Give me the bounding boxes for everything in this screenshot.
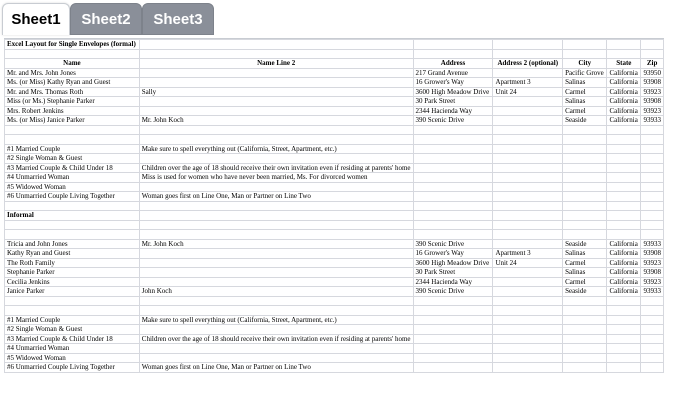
cell[interactable]: #3 Married Couple & Child Under 18 [5,163,140,173]
cell[interactable]: Unit 24 [493,258,563,268]
cell[interactable] [493,211,563,221]
cell[interactable]: California [607,287,641,297]
cell[interactable] [641,306,664,316]
cell[interactable]: Salinas [563,268,607,278]
cell[interactable] [563,334,607,344]
cell[interactable] [493,192,563,202]
cell[interactable] [139,344,413,354]
cell[interactable] [563,220,607,230]
cell[interactable] [493,163,563,173]
cell[interactable] [563,211,607,221]
cell[interactable] [139,68,413,78]
cell[interactable] [493,68,563,78]
note-row [5,344,664,354]
cell[interactable] [5,125,140,135]
cell[interactable] [493,344,563,354]
cell[interactable] [139,201,413,211]
cell[interactable] [139,135,413,145]
cell[interactable]: 3600 High Meadow Drive [413,258,493,268]
cell[interactable]: California [607,87,641,97]
cell[interactable] [139,97,413,107]
cell[interactable] [493,40,563,50]
cell[interactable] [563,182,607,192]
cell[interactable] [493,154,563,164]
cell[interactable]: Apartment 3 [493,249,563,259]
empty-row [5,296,664,306]
cell[interactable]: Salinas [563,97,607,107]
cell[interactable] [641,154,664,164]
cell[interactable] [413,163,493,173]
cell[interactable] [139,40,413,50]
address-row [5,68,664,78]
cell[interactable] [493,315,563,325]
cell[interactable] [493,277,563,287]
cell[interactable]: #2 Single Woman & Guest [5,325,140,335]
cell[interactable]: Mr. and Mrs. Thomas Roth [5,87,140,97]
tab-sheet1[interactable]: Sheet1 [2,3,70,35]
cell[interactable]: #4 Unmarried Woman [5,173,140,183]
cell[interactable] [493,125,563,135]
cell[interactable] [413,353,493,363]
cell[interactable] [493,106,563,116]
cell[interactable] [493,334,563,344]
cell[interactable]: Carmel [563,87,607,97]
note-row [5,173,664,183]
cell[interactable]: Kathy Ryan and Guest [5,249,140,259]
cell[interactable] [607,125,641,135]
address-row [5,116,664,126]
cell[interactable] [5,201,140,211]
cell[interactable]: #4 Unmarried Woman [5,344,140,354]
cell[interactable] [641,315,664,325]
cell[interactable]: 93933 [641,239,664,249]
cell[interactable] [493,268,563,278]
cell[interactable]: Mrs. Robert Jenkins [5,106,140,116]
cell[interactable] [563,192,607,202]
cell[interactable] [607,363,641,373]
cell[interactable] [493,49,563,59]
address-row [5,106,664,116]
formal-title-row [5,40,664,50]
note-row [5,182,664,192]
cell[interactable]: California [607,239,641,249]
cell[interactable]: Children over the age of 18 should receive their own invitation even if residing at parents' home [139,163,413,173]
cell[interactable]: 3600 High Meadow Drive [413,87,493,97]
cell[interactable] [563,144,607,154]
sheet-tab-bar [0,0,700,38]
cell[interactable] [641,49,664,59]
cell[interactable]: Sally [139,87,413,97]
cell[interactable] [563,201,607,211]
cell[interactable] [641,353,664,363]
cell[interactable]: 390 Scenic Drive [413,239,493,249]
cell[interactable]: California [607,106,641,116]
cell[interactable]: 217 Grand Avenue [413,68,493,78]
cell[interactable] [641,135,664,145]
cell[interactable] [139,154,413,164]
empty-row [5,201,664,211]
cell[interactable]: #5 Widowed Woman [5,353,140,363]
cell[interactable] [139,230,413,240]
empty-row [5,49,664,59]
cell[interactable]: 16 Grower's Way [413,249,493,259]
cell[interactable] [607,220,641,230]
cell[interactable] [563,125,607,135]
cell[interactable]: 390 Scenic Drive [413,116,493,126]
cell[interactable] [139,182,413,192]
cell[interactable] [413,344,493,354]
cell[interactable]: Make sure to spell everything out (California, Street, Apartment, etc.) [139,315,413,325]
cell[interactable] [139,353,413,363]
cell[interactable] [5,220,140,230]
cell[interactable] [413,306,493,316]
cell[interactable] [413,49,493,59]
cell[interactable]: Ms. (or Miss) Janice Parker [5,116,140,126]
empty-row [5,220,664,230]
note-row [5,192,664,202]
cell[interactable] [413,173,493,183]
cell[interactable] [641,201,664,211]
cell[interactable]: 2344 Hacienda Way [413,277,493,287]
cell[interactable]: 93923 [641,258,664,268]
address-row [5,258,664,268]
cell[interactable] [139,125,413,135]
cell[interactable]: Name [5,59,140,69]
cell[interactable] [607,296,641,306]
spreadsheet-grid [4,38,664,373]
cell[interactable]: Apartment 3 [493,78,563,88]
cell[interactable] [607,344,641,354]
address-row [5,87,664,97]
cell[interactable] [139,277,413,287]
cell[interactable] [641,334,664,344]
cell[interactable] [493,353,563,363]
cell[interactable] [493,201,563,211]
cell[interactable] [139,325,413,335]
cell[interactable] [607,163,641,173]
cell[interactable]: Seaside [563,116,607,126]
cell[interactable]: Carmel [563,106,607,116]
address-row [5,287,664,297]
cell[interactable] [493,173,563,183]
cell[interactable]: Woman goes first on Line One, Man or Partner on Line Two [139,363,413,373]
cell[interactable] [641,344,664,354]
cell[interactable] [413,325,493,335]
cell[interactable]: Zip [641,59,664,69]
cell[interactable]: Mr. John Koch [139,239,413,249]
cell[interactable] [139,78,413,88]
cell[interactable] [607,230,641,240]
cell[interactable]: Mr. and Mrs. John Jones [5,68,140,78]
cell[interactable] [413,40,493,50]
cell[interactable]: #1 Married Couple [5,315,140,325]
cell[interactable] [493,97,563,107]
address-row [5,78,664,88]
cell[interactable]: City [563,59,607,69]
cell[interactable] [139,211,413,221]
address-row [5,97,664,107]
cell[interactable] [139,249,413,259]
cell[interactable]: Make sure to spell everything out (California, Street, Apartment, etc.) [139,144,413,154]
cell[interactable] [641,211,664,221]
cell[interactable] [5,49,140,59]
cell[interactable] [413,363,493,373]
cell[interactable] [641,182,664,192]
cell[interactable]: Excel Layout for Single Envelopes (formal) [5,40,140,50]
cell[interactable] [607,49,641,59]
note-row [5,334,664,344]
cell[interactable]: California [607,249,641,259]
note-row [5,325,664,335]
cell[interactable] [5,296,140,306]
cell[interactable] [139,106,413,116]
cell[interactable] [607,182,641,192]
cell[interactable] [563,344,607,354]
cell[interactable] [413,154,493,164]
cell[interactable]: California [607,258,641,268]
cell[interactable] [607,40,641,50]
cell[interactable] [641,230,664,240]
cell[interactable] [563,363,607,373]
cell[interactable] [413,125,493,135]
empty-row [5,230,664,240]
empty-row [5,306,664,316]
cell[interactable]: Salinas [563,249,607,259]
note-row [5,353,664,363]
cell[interactable]: Address [413,59,493,69]
cell[interactable] [413,192,493,202]
cell[interactable] [607,144,641,154]
cell[interactable] [413,220,493,230]
cell[interactable]: 93950 [641,68,664,78]
cell[interactable] [563,49,607,59]
cell[interactable] [641,173,664,183]
cell[interactable] [139,49,413,59]
cell[interactable] [413,144,493,154]
cell[interactable] [563,154,607,164]
cell[interactable] [493,182,563,192]
cell[interactable]: 93923 [641,277,664,287]
cell[interactable] [607,306,641,316]
cell[interactable] [641,125,664,135]
cell[interactable] [413,135,493,145]
cell[interactable] [139,258,413,268]
cell[interactable]: Pacific Grove [563,68,607,78]
cell[interactable]: #5 Widowed Woman [5,182,140,192]
cell[interactable] [641,192,664,202]
cell[interactable] [607,211,641,221]
tab-sheet3[interactable]: Sheet3 [142,3,214,35]
cell[interactable]: 93908 [641,97,664,107]
cell[interactable] [607,201,641,211]
cell[interactable] [5,230,140,240]
empty-row [5,135,664,145]
cell[interactable] [413,296,493,306]
cell[interactable]: 93908 [641,249,664,259]
address-row [5,239,664,249]
cell[interactable]: Woman goes first on Line One, Man or Partner on Line Two [139,192,413,202]
cell[interactable]: California [607,268,641,278]
cell[interactable]: 93908 [641,268,664,278]
cell[interactable]: Mr. John Koch [139,116,413,126]
address-row [5,277,664,287]
cell[interactable] [139,268,413,278]
cell[interactable]: #6 Unmarried Couple Living Together [5,363,140,373]
cell[interactable]: Carmel [563,258,607,268]
cell[interactable] [139,220,413,230]
cell[interactable] [493,220,563,230]
cell[interactable]: Carmel [563,277,607,287]
cell[interactable] [641,363,664,373]
cell[interactable] [5,135,140,145]
cell[interactable]: 93923 [641,106,664,116]
note-row [5,154,664,164]
cell[interactable]: #1 Married Couple [5,144,140,154]
cell[interactable]: California [607,68,641,78]
cell[interactable]: Name Line 2 [139,59,413,69]
cell[interactable] [493,116,563,126]
cell[interactable]: California [607,116,641,126]
cell[interactable] [563,315,607,325]
address-row [5,249,664,259]
note-row [5,144,664,154]
cell[interactable] [641,163,664,173]
cell[interactable] [493,325,563,335]
note-row [5,315,664,325]
cell[interactable] [413,230,493,240]
cell[interactable]: Children over the age of 18 should receive their own invitation even if residing at parents' home [139,334,413,344]
cell[interactable] [641,40,664,50]
cell[interactable] [607,154,641,164]
empty-row [5,125,664,135]
cell[interactable] [563,306,607,316]
cell[interactable]: #3 Married Couple & Child Under 18 [5,334,140,344]
cell[interactable] [413,201,493,211]
cell[interactable] [607,135,641,145]
informal-title-row [5,211,664,221]
cell-table [4,39,664,373]
cell[interactable]: California [607,97,641,107]
cell[interactable]: Miss is used for women who have never been married, Ms. For divorced women [139,173,413,183]
cell[interactable]: 390 Scenic Drive [413,287,493,297]
header-row [5,59,664,69]
cell[interactable] [493,363,563,373]
cell[interactable] [641,325,664,335]
cell[interactable]: Address 2 (optional) [493,59,563,69]
cell[interactable]: 2344 Hacienda Way [413,106,493,116]
cell[interactable] [607,315,641,325]
cell[interactable]: Salinas [563,78,607,88]
cell[interactable]: 16 Grower's Way [413,78,493,88]
cell[interactable]: #6 Unmarried Couple Living Together [5,192,140,202]
cell[interactable] [641,220,664,230]
cell[interactable] [641,144,664,154]
cell[interactable] [563,40,607,50]
cell[interactable]: 30 Park Street [413,97,493,107]
cell[interactable] [563,163,607,173]
cell[interactable]: Unit 24 [493,87,563,97]
cell[interactable]: Stephanie Parker [5,268,140,278]
cell[interactable]: John Koch [139,287,413,297]
cell[interactable]: Miss (or Ms.) Stephanie Parker [5,97,140,107]
cell[interactable] [641,296,664,306]
cell[interactable]: State [607,59,641,69]
cell[interactable] [563,353,607,363]
cell[interactable] [493,135,563,145]
address-row [5,268,664,278]
cell[interactable] [607,192,641,202]
cell[interactable] [563,325,607,335]
cell[interactable]: Seaside [563,287,607,297]
cell[interactable] [493,306,563,316]
cell[interactable]: Seaside [563,239,607,249]
cell[interactable]: California [607,277,641,287]
cell[interactable]: California [607,78,641,88]
cell[interactable] [607,334,641,344]
note-row [5,363,664,373]
cell[interactable]: #2 Single Woman & Guest [5,154,140,164]
cell[interactable]: 93908 [641,78,664,88]
cell[interactable] [607,353,641,363]
cell[interactable]: 93923 [641,87,664,97]
cell[interactable]: Janice Parker [5,287,140,297]
cell[interactable] [607,325,641,335]
cell[interactable] [493,144,563,154]
cell[interactable] [563,135,607,145]
cell[interactable] [607,173,641,183]
cell[interactable] [563,296,607,306]
cell[interactable]: The Roth Family [5,258,140,268]
cell[interactable]: 93933 [641,116,664,126]
cell[interactable] [493,230,563,240]
cell[interactable] [413,334,493,344]
note-row [5,163,664,173]
cell[interactable]: Tricia and John Jones [5,239,140,249]
cell[interactable] [493,296,563,306]
cell[interactable] [413,182,493,192]
cell[interactable] [139,306,413,316]
cell[interactable]: Cecilia Jenkins [5,277,140,287]
tab-sheet2[interactable]: Sheet2 [70,3,142,35]
cell[interactable] [563,230,607,240]
cell[interactable] [413,315,493,325]
cell[interactable] [493,239,563,249]
cell[interactable] [493,287,563,297]
cell[interactable] [5,306,140,316]
cell[interactable]: 93933 [641,287,664,297]
cell[interactable] [139,296,413,306]
cell[interactable] [413,211,493,221]
cell[interactable]: 30 Park Street [413,268,493,278]
cell[interactable]: Informal [5,211,140,221]
cell[interactable] [563,173,607,183]
cell[interactable]: Ms. (or Miss) Kathy Ryan and Guest [5,78,140,88]
